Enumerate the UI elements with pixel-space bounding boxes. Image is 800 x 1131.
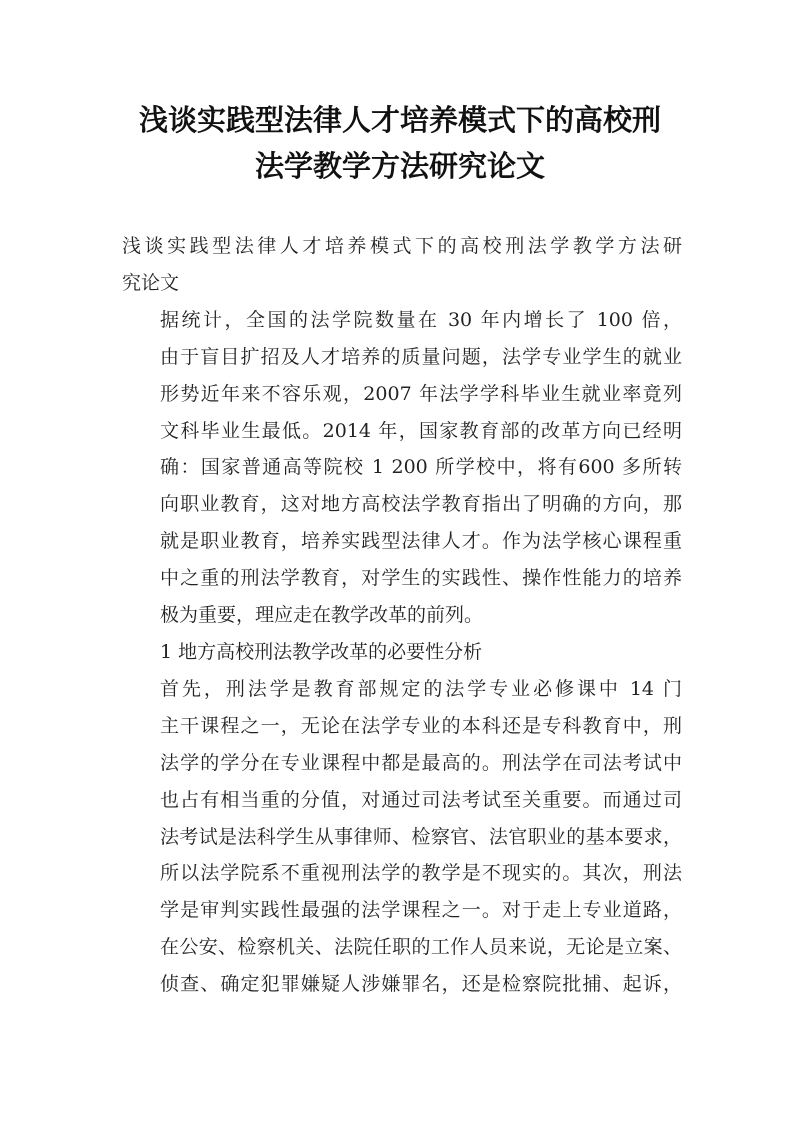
text-line: 浅谈实践型法律人才培养模式下的高校刑法学教学方法研: [122, 235, 682, 257]
text-line: 首先，刑法学是教育部规定的法学专业必修课中 14 门: [160, 677, 682, 700]
text-line: 文科毕业生最低。2014 年，国家教育部的改革方向已经明: [160, 419, 682, 442]
text-line: 由于盲目扩招及人才培养的质量问题，法学专业学生的就业: [160, 345, 682, 368]
title-line-2: 法学教学方法研究论文: [254, 149, 545, 183]
text-line: 也占有相当重的分值，对通过司法考试至关重要。而通过司: [160, 788, 682, 811]
text-line: 法考试是法科学生从事律师、检察官、法官职业的基本要求，: [160, 825, 682, 848]
title-line-1: 浅谈实践型法律人才培养模式下的高校刑: [138, 103, 661, 137]
text-line: 极为重要，理应走在教学改革的前列。: [160, 604, 484, 627]
text-line: 主干课程之一，无论在法学专业的本科还是专科教育中，刑: [160, 714, 682, 737]
text-line: 侦查、确定犯罪嫌疑人涉嫌罪名，还是检察院批捕、起诉，: [160, 973, 682, 996]
text-line: 究论文: [122, 271, 180, 294]
section-heading: [122, 634, 682, 671]
text-line: 所以法学院系不重视刑法学的教学是不现实的。其次，刑法: [160, 862, 682, 885]
paragraph-statistics: [122, 302, 682, 634]
document-body: [122, 228, 682, 1003]
text-line: 就是职业教育，培养实践型法律人才。作为法学核心课程重: [160, 530, 682, 553]
text-line: 据统计，全国的法学院数量在 30 年内增长了 100 倍，: [160, 308, 682, 331]
text-line: 中之重的刑法学教育，对学生的实践性、操作性能力的培养: [160, 567, 682, 590]
text-line: 在公安、检察机关、法院任职的工作人员来说，无论是立案、: [160, 936, 682, 959]
text-line: 形势近年来不容乐观，2007 年法学学科毕业生就业率竟列: [160, 382, 682, 405]
paragraph-heading-repeat: [122, 228, 682, 302]
text-line: 向职业教育，这对地方高校法学教育指出了明确的方向，那: [160, 493, 682, 516]
text-line: 确：国家普通高等院校 1 200 所学校中，将有600 多所转: [160, 456, 682, 479]
document-title: [60, 97, 740, 189]
text-line: 学是审判实践性最强的法学课程之一。对于走上专业道路，: [160, 899, 682, 922]
text-line: 1 地方高校刑法教学改革的必要性分析: [160, 640, 483, 663]
text-line: 法学的学分在专业课程中都是最高的。刑法学在司法考试中: [160, 751, 682, 774]
paragraph-necessity: [122, 671, 682, 1003]
